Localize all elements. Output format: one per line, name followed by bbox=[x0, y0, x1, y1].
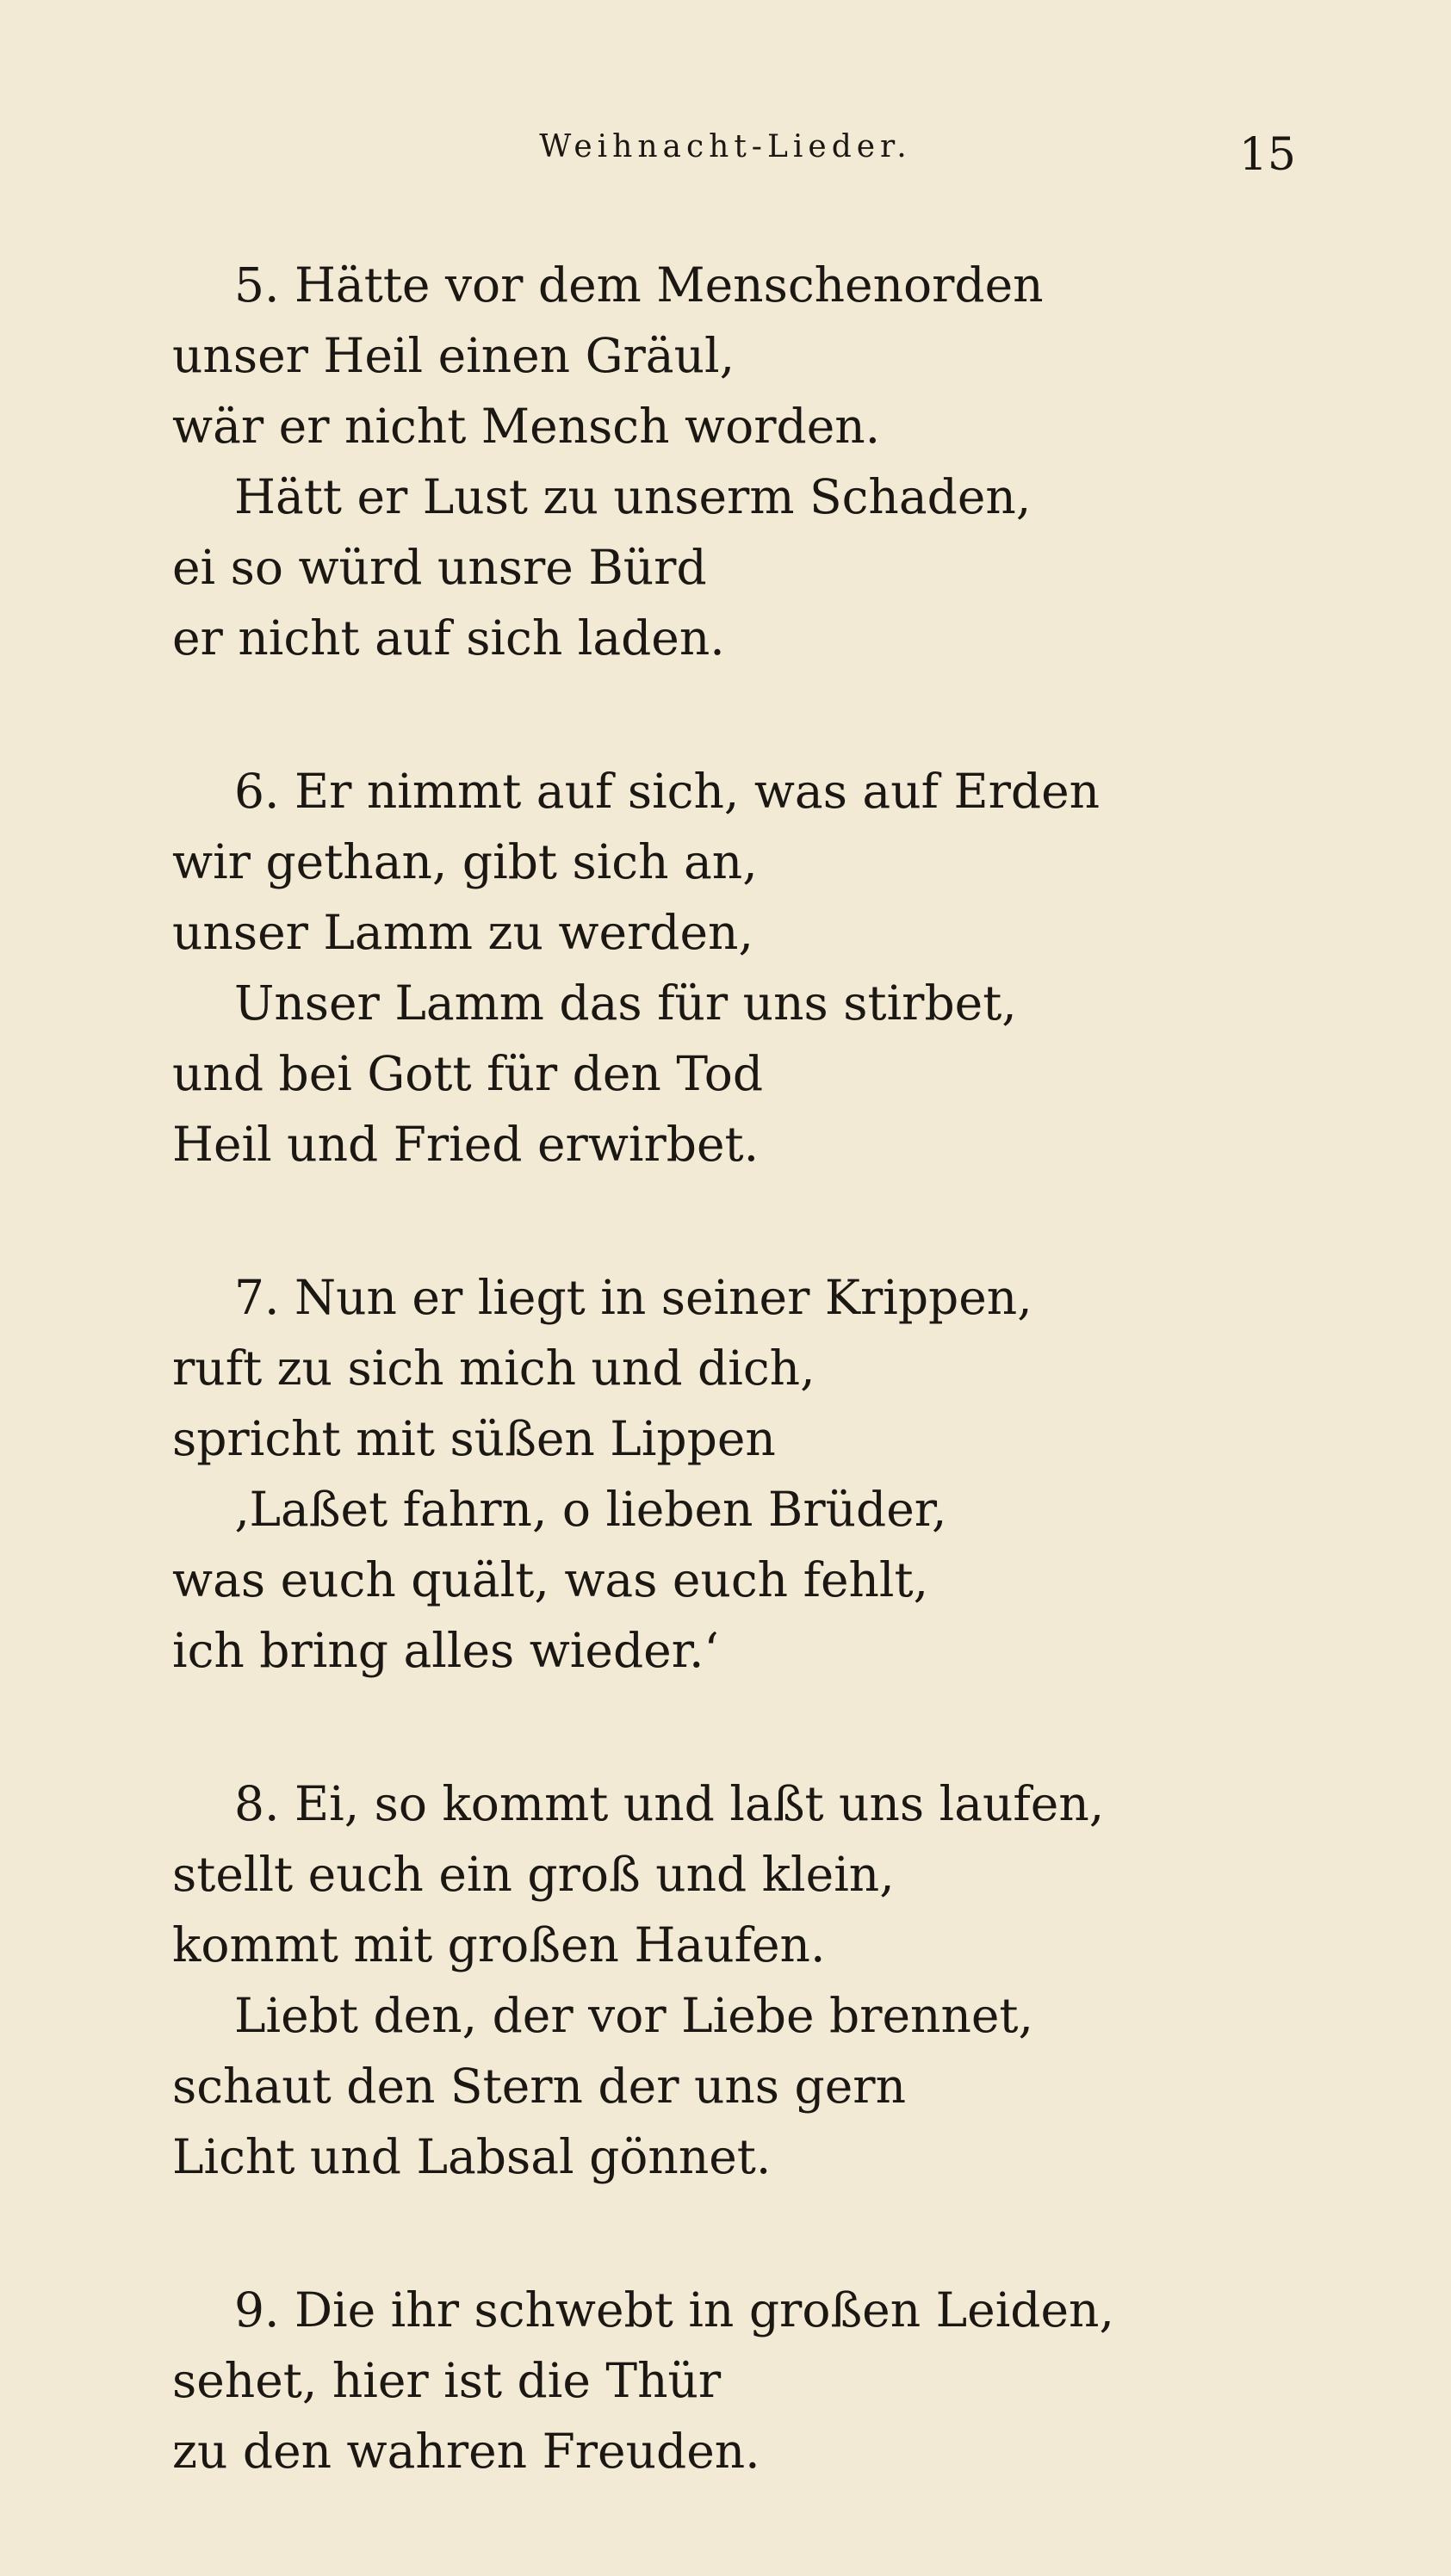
stanza-line: 5. Hätte vor dem Menschenorden bbox=[234, 257, 1044, 313]
stanza-line: Heil und Fried erwirbet. bbox=[172, 1117, 760, 1172]
stanza-9 bbox=[172, 2275, 1292, 2486]
stanza-5 bbox=[172, 250, 1292, 673]
stanza-line: schaut den Stern der uns gern bbox=[172, 2059, 906, 2114]
stanza-line: Licht und Labsal gönnet. bbox=[172, 2129, 772, 2184]
stanza-line: Unser Lamm das für uns stirbet, bbox=[234, 975, 1017, 1031]
running-title: Weihnacht-Lieder. bbox=[539, 129, 912, 164]
stanza-line: Hätt er Lust zu unserm Schaden, bbox=[234, 469, 1032, 524]
stanza-line: kommt mit großen Haufen. bbox=[172, 1917, 826, 1972]
stanza-8 bbox=[172, 1768, 1292, 2192]
stanza-line: ‚Laßet fahrn, o lieben Brüder, bbox=[234, 1482, 947, 1537]
stanza-line: 8. Ei, so kommt und laßt uns laufen, bbox=[234, 1776, 1105, 1831]
stanza-line: 6. Er nimmt auf sich, was auf Erden bbox=[234, 764, 1101, 819]
stanza-line: spricht mit süßen Lippen bbox=[172, 1411, 776, 1466]
stanza-line: wär er nicht Mensch worden. bbox=[172, 399, 881, 454]
stanza-6 bbox=[172, 756, 1292, 1180]
page-number: 15 bbox=[1238, 129, 1296, 181]
stanza-7 bbox=[172, 1262, 1292, 1686]
stanza-line: ruft zu sich mich und dich, bbox=[172, 1341, 815, 1396]
stanza-line: ich bring alles wieder.‘ bbox=[172, 1623, 719, 1678]
stanza-line: 7. Nun er liegt in seiner Krippen, bbox=[234, 1270, 1032, 1325]
stanza-line: unser Lamm zu werden, bbox=[172, 905, 753, 960]
stanza-line: unser Heil einen Gräul, bbox=[172, 328, 735, 383]
stanza-line: und bei Gott für den Tod bbox=[172, 1046, 764, 1101]
stanza-line: was euch quält, was euch fehlt, bbox=[172, 1552, 929, 1607]
stanza-line: zu den wahren Freuden. bbox=[172, 2424, 760, 2479]
stanza-line: ei so würd unsre Bürd bbox=[172, 540, 707, 595]
stanza-line: sehet, hier ist die Thür bbox=[172, 2353, 722, 2408]
stanza-line: 9. Die ihr schwebt in großen Leiden, bbox=[234, 2282, 1114, 2338]
stanza-line: stellt euch ein groß und klein, bbox=[172, 1847, 895, 1902]
stanza-line: er nicht auf sich laden. bbox=[172, 610, 725, 666]
poem bbox=[172, 250, 1292, 2569]
stanza-line: wir gethan, gibt sich an, bbox=[172, 834, 758, 889]
stanza-line: Liebt den, der vor Liebe brennet, bbox=[234, 1988, 1034, 2043]
